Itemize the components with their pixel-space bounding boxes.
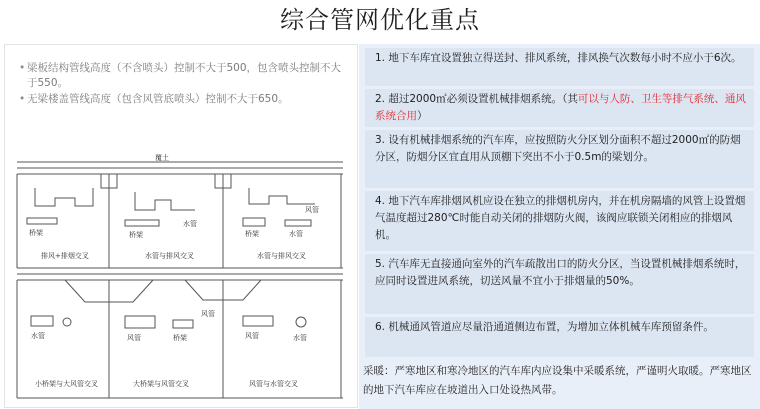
lower-small-1: 水管 [31, 332, 45, 340]
lower-small-3: 桥架 [173, 334, 187, 342]
upper-small-5: 水管 [289, 230, 303, 238]
roof-label: 覆土 [155, 154, 169, 162]
optimization-points-panel [359, 44, 760, 409]
heating-note: 采暖：严寒地区和寒冷地区的汽车库内应设集中采暖系统，严谨明火取暖。严寒地区的地下汽车库应在坡道出入口处设热风带。 [363, 365, 752, 396]
point-2 [365, 89, 754, 127]
point-2-text-a: 2. 超过2000㎡必须设置机械排烟系统。（其 [375, 93, 578, 105]
control-notes [19, 61, 351, 108]
lower-small-4: 风管 [245, 332, 259, 340]
upper-small-6: 风管 [305, 206, 319, 214]
point-2-text-b: ） [417, 110, 428, 122]
upper-label-1: 排风+排烟交叉 [41, 252, 89, 260]
lower-label-2: 大桥架与风管交叉 [133, 380, 189, 388]
pipe-section-drawing [5, 140, 357, 408]
upper-small-2: 桥架 [129, 231, 143, 239]
upper-small-1: 桥架 [29, 229, 43, 237]
lower-small-5: 风管 [201, 310, 215, 318]
lower-label-3: 风管与水管交叉 [249, 380, 298, 388]
note-flat-slab: • 无梁楼盖管线高度（包含风管底喷头）控制不大于650。 [19, 92, 351, 107]
note-beam-slab: • 梁板结构管线高度（不含喷头）控制不大于500，包含喷头控制不大于550。 [19, 61, 351, 91]
point-1: 1. 地下车库宜设置独立得送封、排风系统，排风换气次数每小时不应小于6次。 [365, 48, 754, 86]
point-4: 4. 地下汽车库排烟风机应设在独立的排烟机房内，并在机房隔墙的风管上设置烟气温度超过280℃时能自动关闭的排烟防火阀，该阀应联锁关闭相应的排烟风机。 [365, 191, 754, 251]
point-5: 5. 汽车库无直接通向室外的汽车疏散出口的防火分区，当设置机械排烟系统时，应同时设置进风系统，切送风量不宜小于排烟量的50%。 [365, 254, 754, 314]
lower-small-6: 水管 [293, 334, 307, 342]
design-notes-panel [4, 44, 358, 408]
lower-small-2: 风管 [127, 334, 141, 342]
upper-label-3: 水管与排风交叉 [257, 252, 306, 260]
point-3: 3. 设有机械排烟系统的汽车库，应按照防火分区划分面积不超过2000㎡的防烟分区，防烟分区宜直用从顶棚下突出不小于0.5m的梁划分。 [365, 130, 754, 188]
point-6: 6. 机械通风管道应尽量沿通道侧边布置，为增加立体机械车库预留条件。 [365, 317, 754, 357]
page-title: 综合管网优化重点 [280, 6, 480, 34]
upper-small-4: 桥架 [245, 230, 259, 238]
upper-label-2: 水管与排风交叉 [145, 252, 194, 260]
lower-label-1: 小桥架与大风管交叉 [35, 380, 98, 388]
upper-small-3: 水管 [183, 220, 197, 228]
point-2-highlight: 可以与人防、卫生等排气系统、通风系统合用 [375, 93, 746, 122]
